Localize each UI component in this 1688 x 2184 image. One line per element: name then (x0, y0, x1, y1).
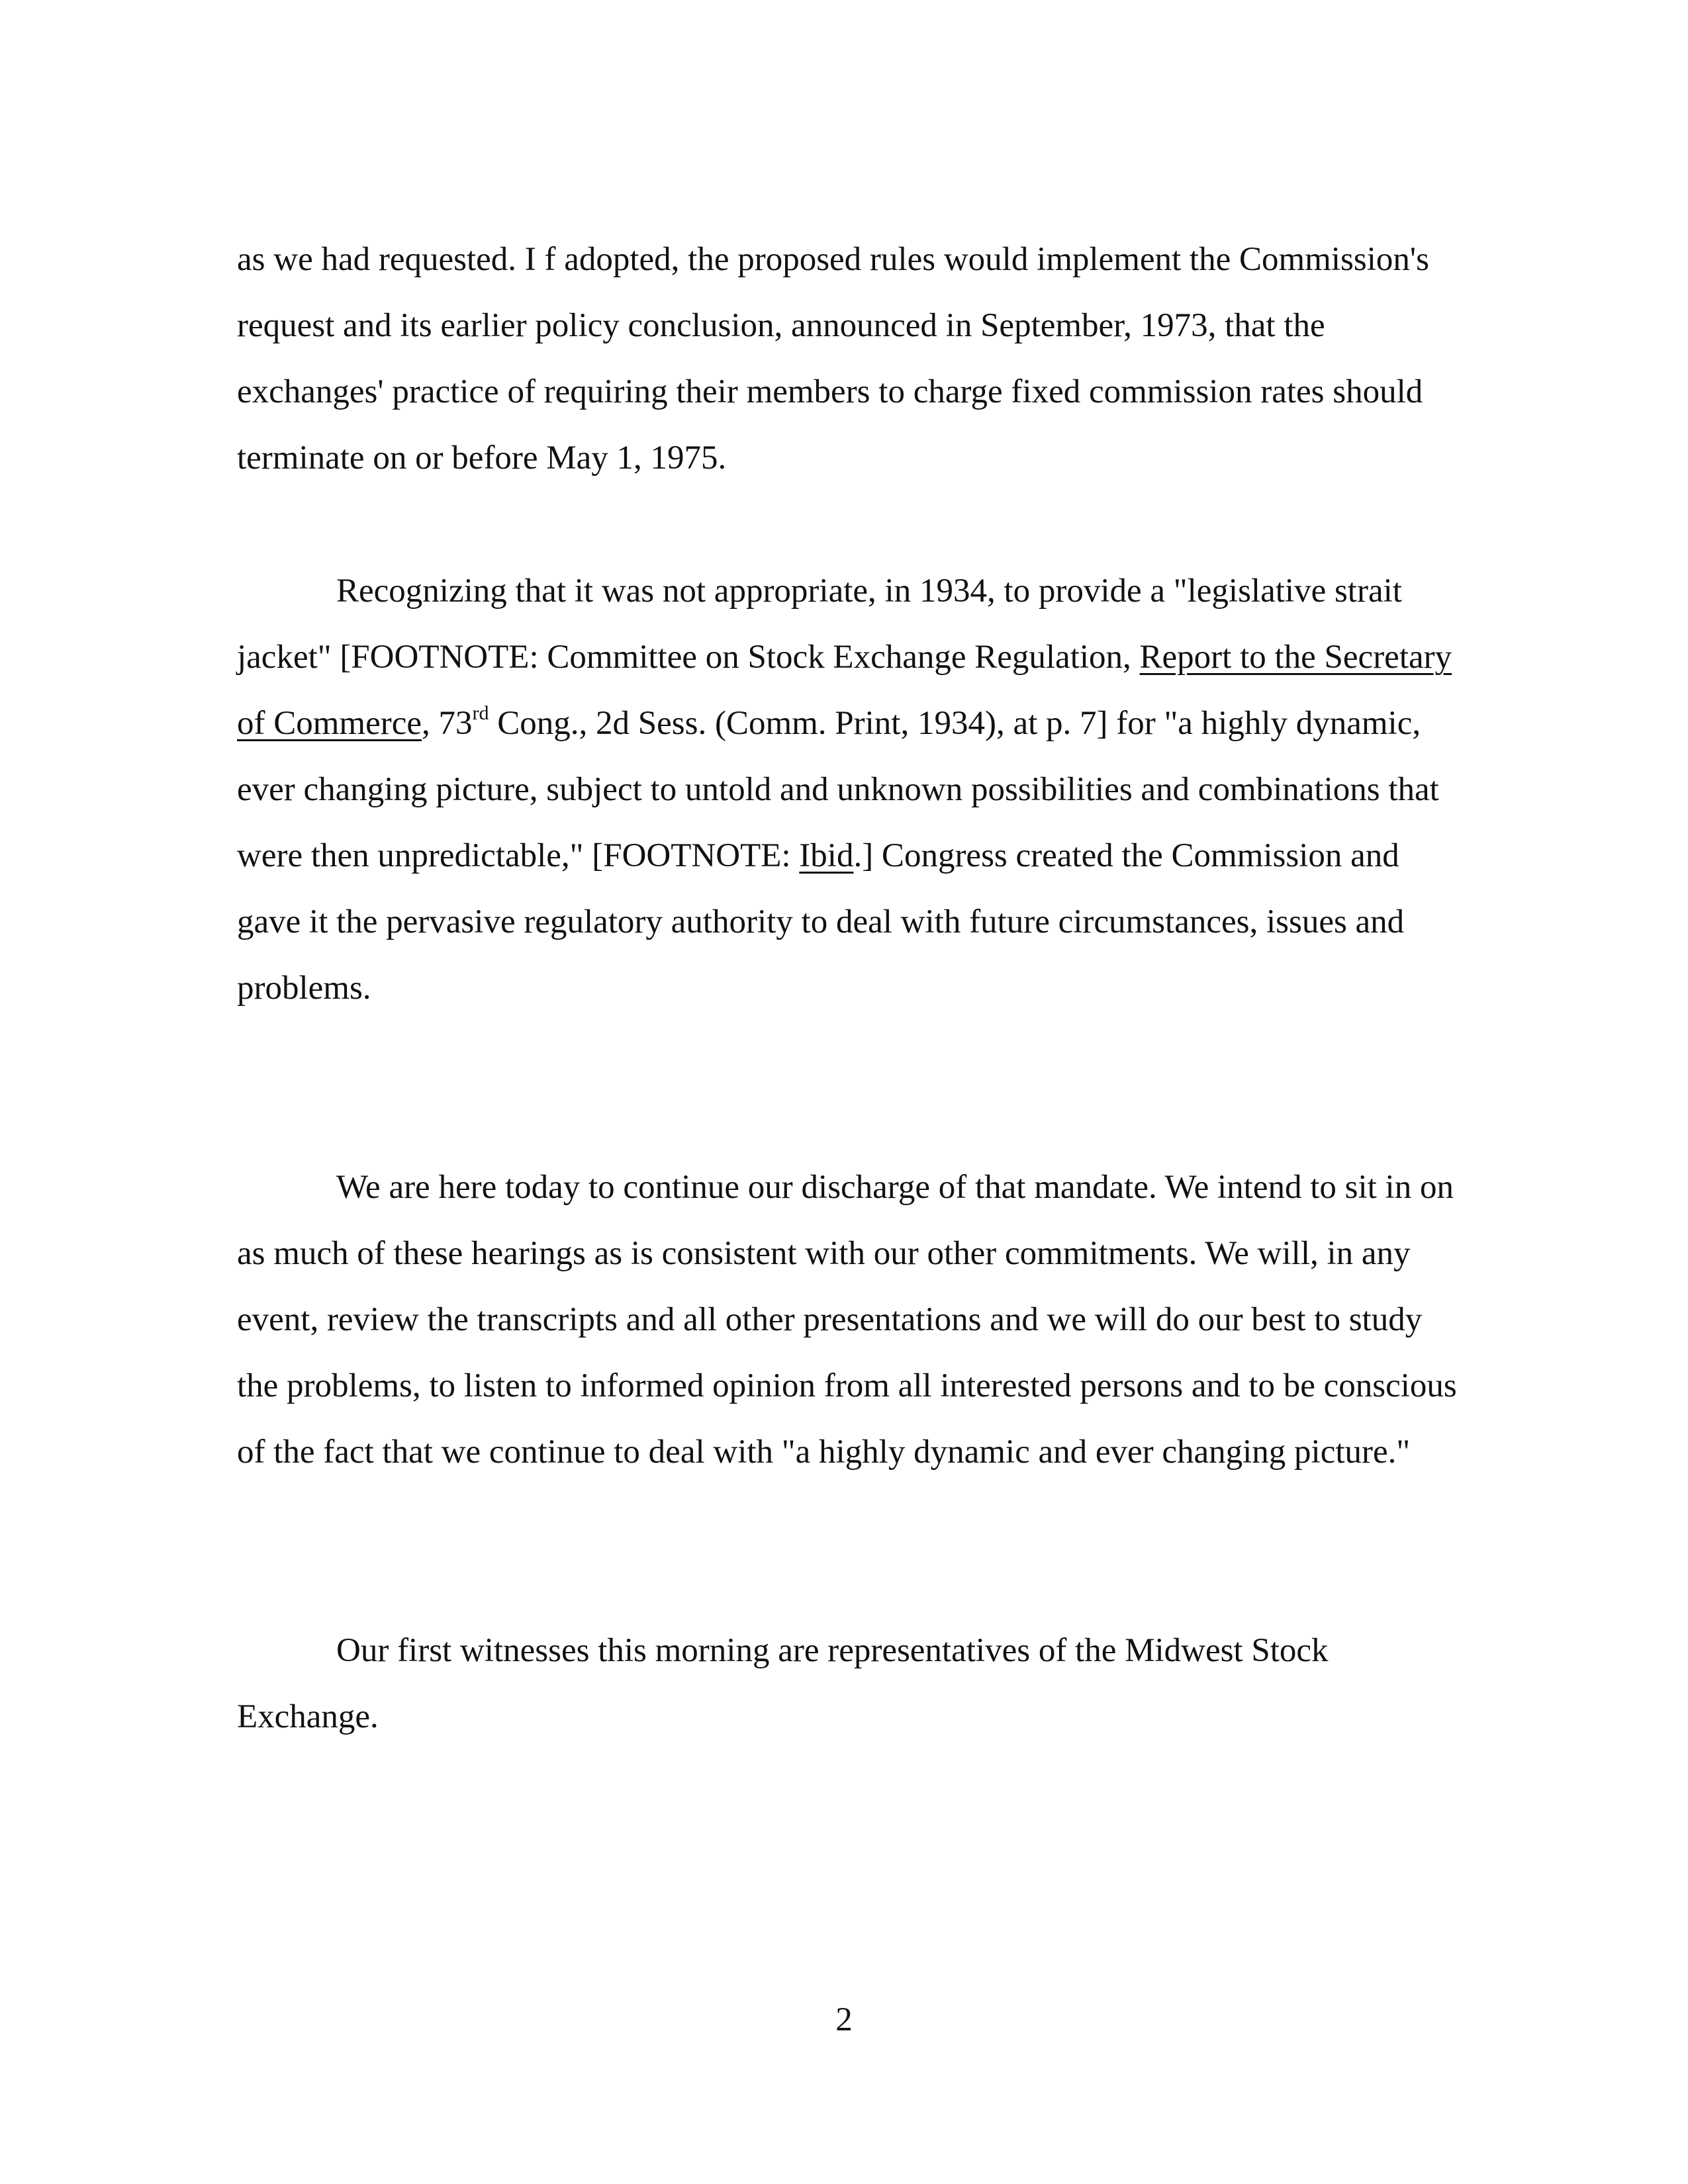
paragraph-2-text-a: Recognizing that it was not appropriate, in 1934, to provide a "legislative strait jacket" [FOOTNOTE: Committee on Stock Exchange Regulation, (237, 572, 1402, 676)
paragraph-3: We are here today to continue our discharge of that mandate. We intend to sit in on as much of these hearings as is consistent with our other commitments. We will, in any event, review the transcripts and all other presentations and we will do our best to study the problems, to listen to informed opinion from all interested persons and to be conscious of the fact that we continue to deal with "a highly dynamic and ever changing picture." (237, 1169, 1457, 1471)
paragraph-2-text-c: Cong., 2d Sess. (Comm. Print, 1934), at p. 7] for "a highly dynamic, ever changing picture, subject to untold and unknown possibilities and combinations that were then unpredictable," [FOOTNOTE: (237, 705, 1439, 874)
paragraph-2-text-b: , 73 (421, 705, 473, 742)
paragraph-4: Our first witnesses this morning are representatives of the Midwest Stock Exchange. (237, 1632, 1329, 1735)
paragraph-2-text-d: .] Congress created the Commission and gave it the pervasive regulatory authority to deal with future circumstances, issues and problems. (237, 837, 1405, 1007)
report-title-citation: Report to the Secretary of Commerce (237, 639, 1452, 742)
ordinal-superscript: rd (472, 702, 489, 724)
page-number: 2 (835, 2001, 853, 2038)
ibid-citation: Ibid (799, 837, 854, 874)
paragraph-1: as we had requested. I f adopted, the proposed rules would implement the Commission's request and its earlier policy conclusion, announced in September, 1973, that the exchanges' practice of requiring their members to charge fixed commission rates should terminate on or before May 1, 1975. (237, 241, 1429, 477)
paragraph-2 (237, 558, 1462, 1021)
